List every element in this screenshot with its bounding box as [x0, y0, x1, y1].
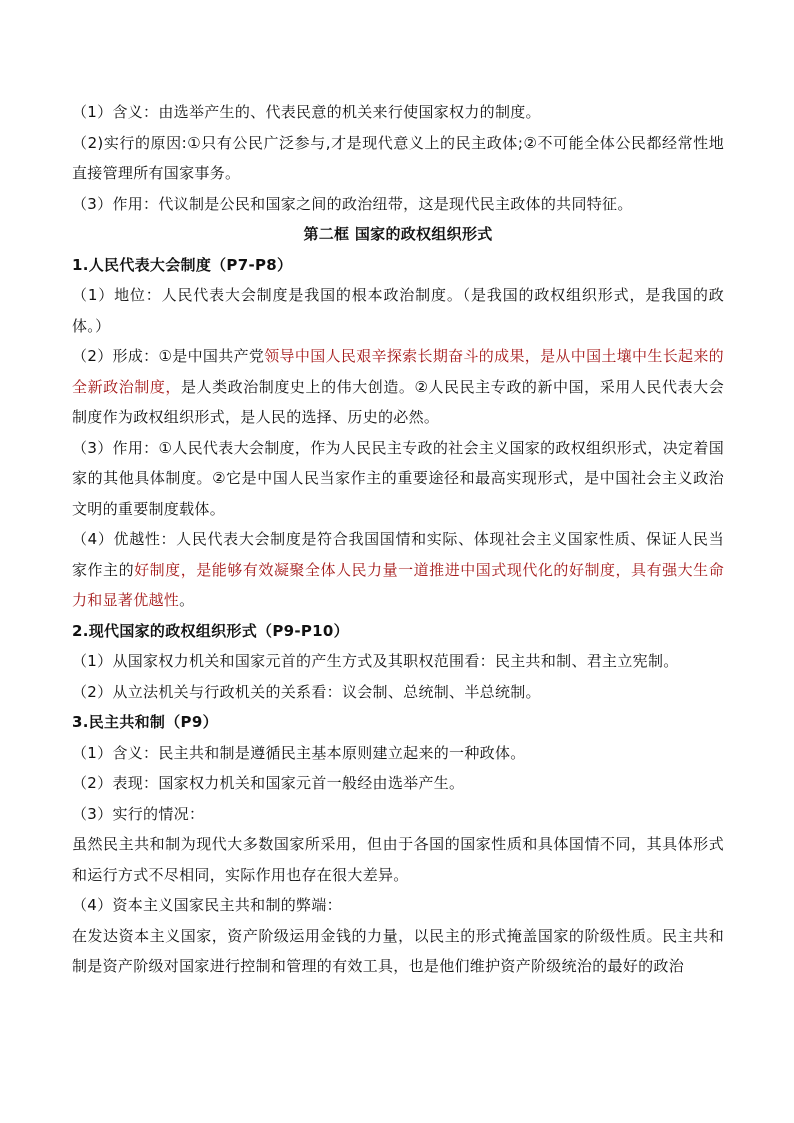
section-title: 第二框 国家的政权组织形式	[303, 225, 493, 243]
heading-government-forms: 2.现代国家的政权组织形式（P9-P10）	[72, 621, 349, 640]
paragraph-status: （1）地位：人民代表大会制度是我国的根本政治制度。（是我国的政权组织形式，是我国的政体。）	[72, 286, 724, 335]
paragraph-daiyizhi-meaning: （1）含义：由选举产生的、代表民意的机关来行使国家权力的制度。	[72, 103, 541, 121]
paragraph-republic-meaning: （1）含义：民主共和制是遵循民主基本原则建立起来的一种政体。	[72, 743, 526, 762]
paragraph-republic-manifestation: （2）表现：国家权力机关和国家元首一般经由选举产生。	[72, 774, 465, 792]
paragraph-republic-situation-label: （3）实行的情况：	[72, 804, 205, 823]
paragraph-daiyizhi-function: （3）作用：代议制是公民和国家之间的政治纽带，这是现代民主政体的共同特征。	[72, 194, 633, 213]
paragraph-daiyizhi-reason: （2)实行的原因:①只有公民广泛参与,才是现代意义上的民主政体;②不可能全体公民都经常性地直接管理所有国家事务。	[72, 133, 724, 182]
paragraph-capitalist-drawbacks: 在发达资本主义国家，资产阶级运用金钱的力量，以民主的形式掩盖国家的阶级性质。民主共和制是资产阶级对国家进行控制和管理的有效工具，也是他们维护资产阶级统治的最好的政治	[72, 926, 724, 975]
emphasis-text: 好制度，是能够有效凝聚全体人民力量一道推进中国式现代化的好制度，具有强大生命力和显著优越性	[72, 560, 725, 609]
paragraph-formation: （2）形成：①是中国共产党领导中国人民艰辛探索长期奋斗的成果，是从中国土壤中生长起来的全新政治制度，是人类政治制度史上的伟大创造。②人民民主专政的新中国，采用人民代表大会制度作为政权组织形式，是人民的选择、历史的必然。	[72, 347, 724, 426]
paragraph-forms-2: （2）从立法机关与行政机关的关系看：议会制、总统制、半总统制。	[72, 682, 541, 701]
emphasis-text: 领导中国人民艰辛探索长期奋斗的成果，是从中国土壤中生长起来的全新政治制度，	[72, 347, 724, 396]
document-page	[72, 97, 724, 982]
heading-democratic-republic: 3.民主共和制（P9）	[72, 713, 218, 731]
paragraph-republic-situation: 虽然民主共和制为现代大多数国家所采用，但由于各国的国家性质和具体国情不同，其具体形式和运行方式不尽相同，实际作用也存在很大差异。	[72, 835, 724, 884]
paragraph-capitalist-drawbacks-label: （4）资本主义国家民主共和制的弊端：	[72, 896, 342, 914]
paragraph-function: （3）作用：①人民代表大会制度，作为人民民主专政的社会主义国家的政权组织形式，决定着国家的其他具体制度。②它是中国人民当家作主的重要途径和最高实现形式，是中国社会主义政治文明的重要制度载体。	[72, 438, 724, 518]
paragraph-superiority: （4）优越性：人民代表大会制度是符合我国国情和实际、体现社会主义国家性质、保证人民当家作主的好制度，是能够有效凝聚全体人民力量一道推进中国式现代化的好制度，具有强大生命力和显著优越性。	[72, 530, 725, 609]
heading-people-congress: 1.人民代表大会制度（P7-P8）	[72, 255, 293, 274]
paragraph-forms-1: （1）从国家权力机关和国家元首的产生方式及其职权范围看：民主共和制、君主立宪制。	[72, 652, 679, 670]
